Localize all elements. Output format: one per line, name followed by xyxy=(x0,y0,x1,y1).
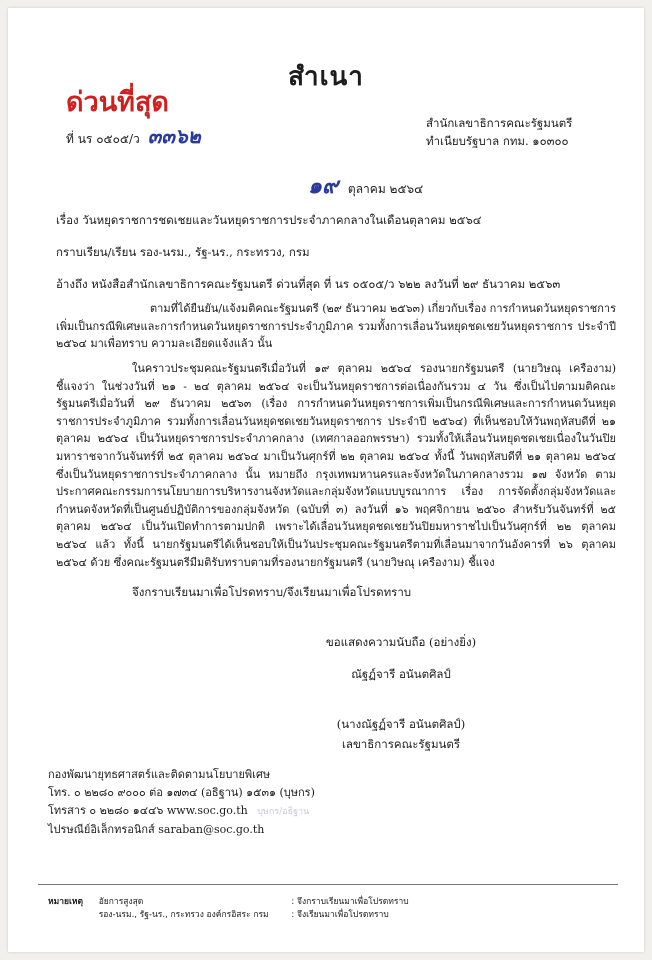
reference-number xyxy=(66,120,201,152)
document-page xyxy=(8,8,644,952)
reference-prefix: ที่ นร ๐๕๐๕/ว xyxy=(66,132,140,146)
note-divider xyxy=(38,884,618,885)
contact-telephone: โทร. ๐ ๒๒๘๐ ๙๐๐๐ ต่อ ๑๗๓๔ (อธิฐาน) ๑๕๓๑ (บุษกร) xyxy=(48,786,315,799)
reference-line: อ้างถึง หนังสือสำนักเลขาธิการคณะรัฐมนตรี ด่วนที่สุด ที่ นร ๐๕๐๕/ว ๖๒๒ ลงวันที่ ๒๙ ธันวาคม ๒๕๖๓ xyxy=(56,277,561,291)
paragraph-main: ในคราวประชุมคณะรัฐมนตรีเมื่อวันที่ ๑๙ ตุลาคม ๒๕๖๔ รองนายกรัฐมนตรี (นายวิษณุ เครืองาม) ชี้แจงว่า ในช่วงวันที่ ๒๑ - ๒๔ ตุลาคม ๒๕๖๔ จะเป็นวันหยุดราชการต่อเนื่องกันรวม ๔ วัน ซึ่งเป็นไปตามมติคณะรัฐมนตรีเมื่อวันที่ ๒๙ ธันวาคม ๒๕๖๓ (เรื่อง การกำหนดวันหยุดราชการเพิ่มเป็นกรณีพิเศษและการกำหนดวันหยุดราชการประจำภูมิภาค รวมทั้งการเลื่อนวันหยุดชดเชยวันหยุดราชการ ประจำปี ๒๕๖๔) ที่เห็นชอบให้วันพฤหัสบดีที่ ๒๑ ตุลาคม ๒๕๖๔ เป็นวันหยุดราชการประจำภาคกลาง (เทศกาลออกพรรษา) รวมทั้งให้เลื่อนวันหยุดชดเชยเนื่องในวันปิยมหาราชจากวันจันทร์ที่ ๒๕ ตุลาคม ๒๕๖๔ มาเป็นวันศุกร์ที่ ๒๒ ตุลาคม ๒๕๖๔ ทั้งนี้ วันพฤหัสบดีที่ ๒๑ ตุลาคม ๒๕๖๔ ซึ่งเป็นวันหยุดราชการประจำภาคกลาง นั้น หมายถึง กรุงเทพมหานครและจังหวัดในภาคกลางรวม ๑๗ จังหวัด ตามประกาศคณะกรรมการนโยบายการบริหารงานจังหวัดและกลุ่มจังหวัดแบบบูรณาการ เรื่อง การจัดตั้งกลุ่มจังหวัดและกำหนดจังหวัดที่เป็นศูนย์ปฏิบัติการของกลุ่มจังหวัด (ฉบับที่ ๓) ลงวันที่ ๑๖ พฤศจิกายน ๒๕๖๐ สำหรับวันจันทร์ที่ ๒๕ ตุลาคม ๒๕๖๔ เป็นวันเปิดทำการตามปกติ เพราะได้เลื่อนวันหยุดชดเชยวันปิยมหาราชไปเป็นวันศุกร์ที่ ๒๒ ตุลาคม ๒๕๖๔ แล้ว ทั้งนี้ นายกรัฐมนตรีได้เห็นชอบให้เป็นวันประชุมคณะรัฐมนตรีตามที่เลื่อนมาจากวันอังคารที่ ๒๖ ตุลาคม ๒๕๖๔ ด้วย ซึ่งคณะรัฐมนตรีมีมติรับทราบตามที่รองนายกรัฐมนตรี (นายวิษณุ เครืองาม) ชี้แจง xyxy=(56,362,616,569)
closing-line: จึงกราบเรียนมาเพื่อโปรดทราบ/จึงเรียนมาเพื่อโปรดทราบ xyxy=(132,585,412,599)
signatory-name: (นางณัฐฏ์จารี อนันตศิลป์) xyxy=(336,717,466,731)
remarks-recipient-2: รอง-นรม., รัฐ-นร., กระทรวง องค์กรอิสระ กรม xyxy=(98,910,269,920)
contact-division: กองพัฒนายุทธศาสตร์และติดตามนโยบายพิเศษ xyxy=(48,768,271,781)
date-day-handwritten: ๑๙ xyxy=(308,173,339,199)
contact-fax: โทรสาร ๐ ๒๒๘๐ ๑๔๔๖ www.soc.go.th บุษกร/อธิฐาน xyxy=(48,804,310,817)
contact-block xyxy=(48,766,315,839)
reference-handwritten-number: ๓๓๖๒ xyxy=(147,124,201,148)
office-address: ทำเนียบรัฐบาล กทม. ๑๐๓๐๐ xyxy=(426,134,569,148)
remarks-salutation-2: : จึงเรียนมาเพื่อโปรดทราบ xyxy=(291,910,389,920)
urgent-stamp: ด่วนที่สุด xyxy=(66,87,169,118)
office-name: สำนักเลขาธิการคณะรัฐมนตรี xyxy=(426,116,573,130)
remarks-salutation-1: : จึงกราบเรียนมาเพื่อโปรดทราบ xyxy=(291,897,409,907)
date-month-year: ตุลาคม ๒๕๖๔ xyxy=(347,182,424,196)
issuing-office xyxy=(426,114,572,150)
signature: ณัฐฏ์จารี อนันตศิลป์ xyxy=(351,667,451,681)
contact-email: ไปรษณีย์อิเล็กทรอนิกส์ saraban@soc.go.th xyxy=(48,823,265,836)
subject-line: เรื่อง วันหยุดราชการชดเชยและวันหยุดราชการประจำภาคกลางในเดือนตุลาคม ๒๕๖๔ xyxy=(56,213,482,227)
signatory-position: เลขาธิการคณะรัฐมนตรี xyxy=(341,737,461,751)
staff-stamp: บุษกร/อธิฐาน xyxy=(257,807,310,817)
document-title: สำเนา xyxy=(288,62,364,92)
paragraph-background: ตามที่ได้ยืนยัน/แจ้งมติคณะรัฐมนตรี (๒๙ ธันวาคม ๒๕๖๓) เกี่ยวกับเรื่อง การกำหนดวันหยุดราชการเพิ่มเป็นกรณีพิเศษและการกำหนดวันหยุดราชการประจำภูมิภาค รวมทั้งการเลื่อนวันหยุดชดเชยวันหยุดราชการ ประจำปี ๒๕๖๔ มาเพื่อทราบ ความละเอียดแจ้งแล้ว นั้น xyxy=(56,302,617,351)
recipient-line: กราบเรียน/เรียน รอง-นรม., รัฐ-นร., กระทรวง, กรม xyxy=(56,245,310,259)
signature-regards: ขอแสดงความนับถือ (อย่างยิ่ง) xyxy=(325,635,477,649)
remarks-recipient-1: อัยการสูงสุด xyxy=(98,897,144,907)
remarks xyxy=(48,896,409,922)
remarks-label: หมายเหตุ xyxy=(48,897,83,907)
document-date xyxy=(308,168,423,203)
